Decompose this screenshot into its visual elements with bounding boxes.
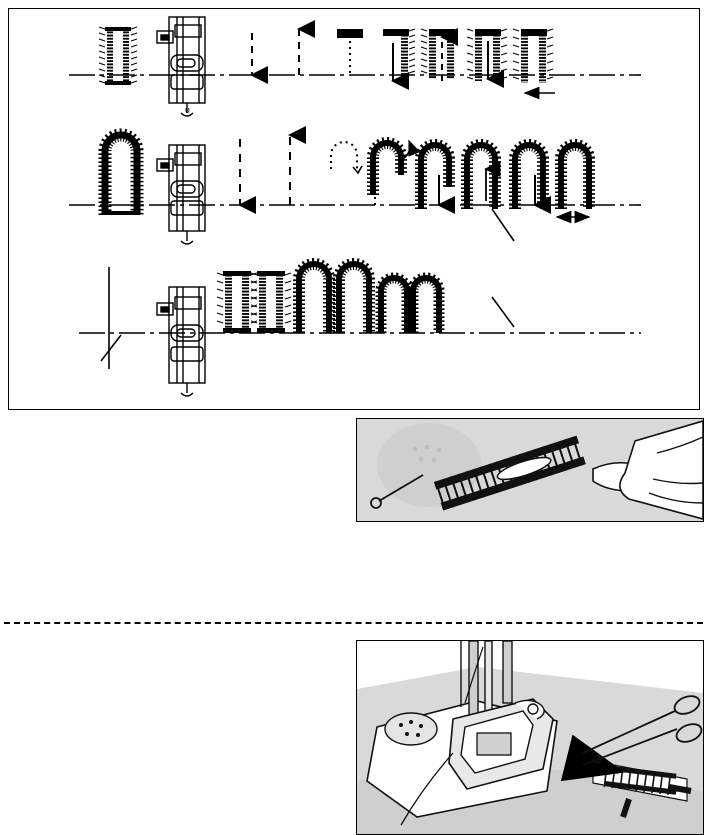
stitch-sample-keyhole-b [339,264,369,333]
stitch-sample-rect-a [217,271,257,333]
dashed-cut-separator [4,622,703,624]
photo-presser-foot-closeup [356,640,704,835]
stitch-step-keyhole-complete [561,145,589,209]
presser-foot-icon-1 [157,17,205,116]
thread-glyph-1: ʋ [185,105,190,115]
leader-line-3 [492,297,514,327]
stitch-sample-rectangle-1 [99,27,137,85]
stitch-step-keyhole-right-leg [467,145,495,209]
stitch-step-second-leg [467,29,507,81]
presser-foot-icon-3 [157,287,205,396]
leader-line-4 [101,335,121,361]
stitch-step-eyelet-path [331,142,362,173]
buttonhole-stitch-sequence-panel [8,8,700,410]
stitch-step-keyhole-left-leg [421,145,449,209]
stitch-step-right-leg [383,29,415,81]
stitch-sample-keyhole-1 [103,135,139,215]
stitch-sample-round-b [413,278,439,333]
presser-foot-icon-2 [157,145,205,244]
stitch-sample-rect-b [251,271,291,333]
leader-line-2 [492,209,514,241]
stitch-step-keyhole-near-complete [515,145,543,209]
stitch-step-complete-1 [513,29,555,93]
stitch-step-return-leg [421,29,455,81]
photo-buttonhole-cutting [356,418,704,522]
stitch-step-eyelet-stitched [373,141,410,205]
stitch-step-bartack [337,29,363,75]
diagram-artwork [9,9,699,409]
stitch-sample-round-a [381,278,407,333]
stitch-sample-keyhole-a [299,264,329,333]
